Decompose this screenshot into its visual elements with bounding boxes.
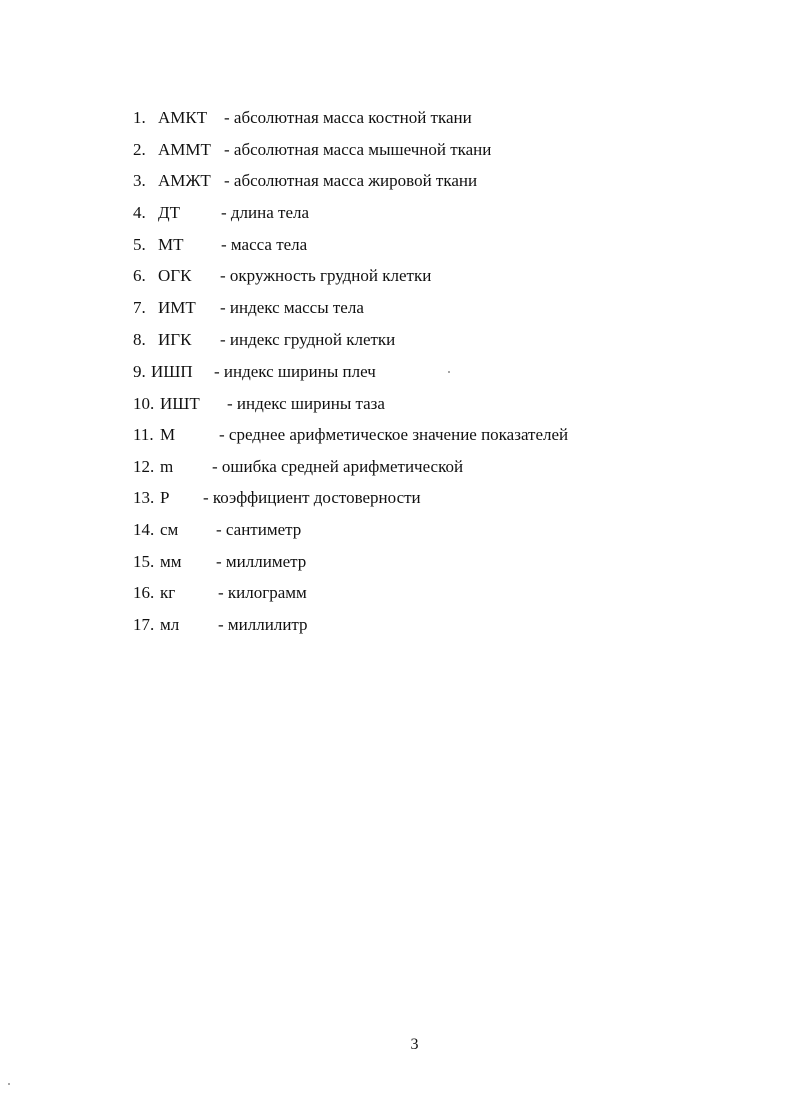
item-number: 15. (133, 552, 155, 571)
abbreviation-definition: - индекс ширины таза (227, 394, 385, 413)
abbreviation-definition: - ошибка средней арифметической (212, 457, 464, 476)
abbreviation-definition: - абсолютная масса мышечной ткани (224, 140, 492, 159)
abbreviation-term: ОГК (158, 266, 192, 285)
abbreviation-term: мл (160, 615, 180, 634)
abbreviation-term: АМЖТ (158, 171, 211, 190)
item-number: 3. (133, 171, 146, 190)
item-number: 14. (133, 520, 155, 539)
item-number: 16. (133, 583, 155, 602)
abbreviation-term: АММТ (158, 140, 211, 159)
abbreviation-term: М (160, 425, 176, 444)
abbreviation-definition: - масса тела (221, 235, 308, 254)
abbreviation-term: ДТ (158, 203, 180, 222)
abbreviation-term: мм (160, 552, 182, 571)
item-number: 4. (133, 203, 146, 222)
abbreviation-definition: - сантиметр (216, 520, 302, 539)
abbreviation-definition: - миллилитр (218, 615, 308, 634)
page-number: 3 (410, 1036, 419, 1053)
abbreviation-definition: - индекс ширины плеч (214, 362, 376, 381)
item-number: 10. (133, 394, 155, 413)
abbreviation-definition: - окружность грудной клетки (220, 266, 432, 285)
scan-speck (8, 1083, 10, 1085)
abbreviation-definition: - коэффициент достоверности (203, 488, 421, 507)
abbreviation-term: см (160, 520, 179, 539)
scan-speck (448, 371, 450, 373)
item-number: 1. (133, 108, 146, 127)
abbreviation-term: Р (160, 488, 170, 507)
item-number: 5. (133, 235, 146, 254)
item-number: 12. (133, 457, 155, 476)
item-number: 6. (133, 266, 146, 285)
item-number: 17. (133, 615, 155, 634)
item-number: 9. (133, 362, 146, 381)
abbreviation-definition: - абсолютная масса костной ткани (224, 108, 472, 127)
item-number: 7. (133, 298, 146, 317)
abbreviation-term: m (160, 457, 174, 476)
abbreviation-term: ИГК (158, 330, 192, 349)
item-number: 13. (133, 488, 155, 507)
abbreviation-definition: - индекс массы тела (220, 298, 364, 317)
item-number: 2. (133, 140, 146, 159)
abbreviation-term: ИМТ (158, 298, 196, 317)
abbreviation-definition: - среднее арифметическое значение показателей (219, 425, 569, 444)
abbreviation-term: МТ (158, 235, 184, 254)
abbreviation-definition: - индекс грудной клетки (220, 330, 396, 349)
item-number: 8. (133, 330, 146, 349)
abbreviation-term: АМКТ (158, 108, 208, 127)
abbreviation-definition: - длина тела (221, 203, 310, 222)
item-number: 11. (133, 425, 154, 444)
abbreviation-definition: - абсолютная масса жировой ткани (224, 171, 478, 190)
abbreviation-term: ИШП (151, 362, 193, 381)
abbreviation-term: кг (160, 583, 176, 602)
abbreviation-term: ИШТ (160, 394, 200, 413)
abbreviation-definition: - миллиметр (216, 552, 307, 571)
abbreviation-definition: - килограмм (218, 583, 307, 602)
